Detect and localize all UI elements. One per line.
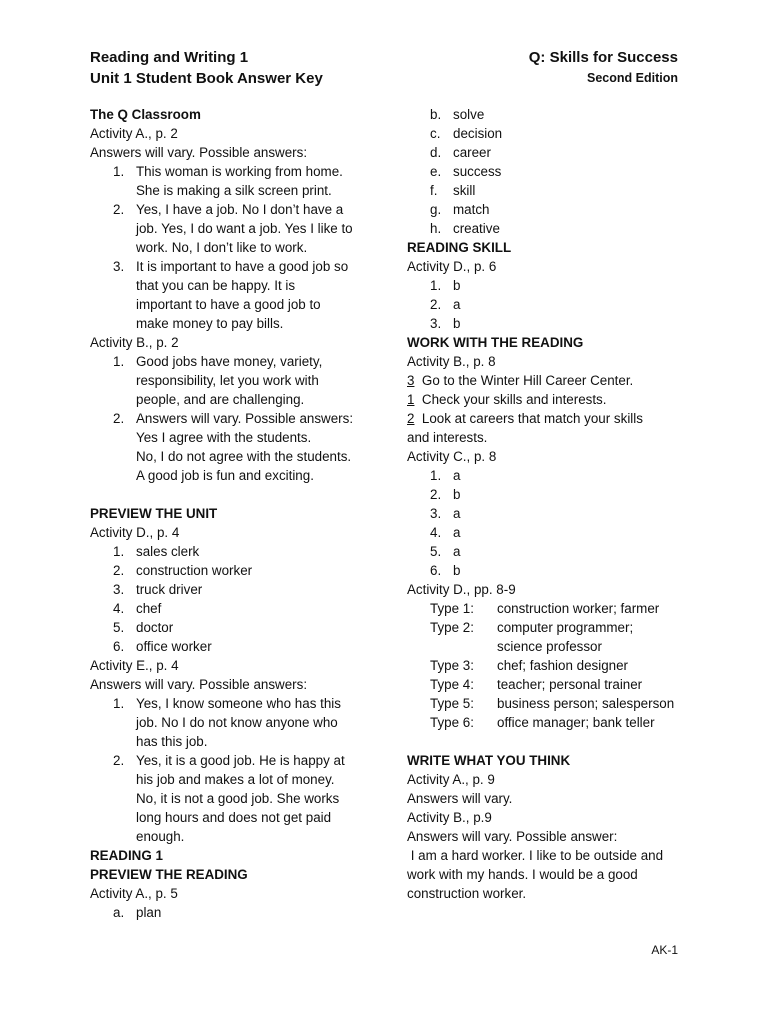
answer-item: f. skill [430,183,476,198]
answer-item: 6. office worker [113,639,212,654]
answer-item: 5. a [430,544,461,559]
answer-line: Yes I agree with the students. [136,430,312,445]
activity-label: Activity B., p. 8 [407,354,496,369]
activity-label: Activity D., p. 4 [90,525,180,540]
answer-item: 4. chef [113,601,162,616]
answer-item: 1. b [430,278,461,293]
section-heading: READING SKILL [407,240,512,255]
type-item: Type 5: business person; salesperson [430,696,675,711]
answer-line: job. No I do not know anyone who [136,715,338,730]
answer-line: make money to pay bills. [136,316,284,331]
activity-label: Activity E., p. 4 [90,658,179,673]
answer-item: b. solve [430,107,485,122]
type-item: Type 3: chef; fashion designer [430,658,629,673]
answer-intro: Answers will vary. Possible answer: [407,829,618,844]
header-right [529,47,678,89]
answer-item: h. creative [430,221,500,236]
series-title: Q: Skills for Success [528,49,678,66]
answer-intro: Answers will vary. Possible answers: [90,677,308,692]
activity-label: Activity C., p. 8 [407,449,497,464]
answer-line: construction worker. [407,886,527,901]
activity-label: Activity B., p.9 [407,810,492,825]
answer-item: 6. b [430,563,461,578]
spacer [407,732,697,751]
answer-line: She is making a silk screen print. [136,183,332,198]
answer-item: 2. b [430,487,461,502]
answer-item: 4. a [430,525,461,540]
activity-label: Activity A., p. 5 [90,886,178,901]
answer-item: 3. It is important to have a good job so [113,259,349,274]
answer-item: 5. doctor [113,620,174,635]
answer-item: 2. construction worker [113,563,253,578]
answer-line: long hours and does not get paid [136,810,332,825]
answer-item: 2. a [430,297,461,312]
section-heading: WORK WITH THE READING [407,335,584,350]
sequence-item: 3 Go to the Winter Hill Career Center. [407,373,634,388]
answer-item: 3. truck driver [113,582,203,597]
answer-item: 1. This woman is working from home. [113,164,343,179]
answer-line: and interests. [407,430,488,445]
answer-line: Answers will vary. [407,791,513,806]
answer-line: his job and makes a lot of money. [136,772,335,787]
answer-item: 1. sales clerk [113,544,200,559]
answer-key-title: Unit 1 Student Book Answer Key [90,70,323,87]
activity-label: Activity A., p. 2 [90,126,178,141]
answer-item: 3. a [430,506,461,521]
answer-item: a. plan [113,905,162,920]
answer-item: 2. Yes, I have a job. No I don’t have a [113,202,344,217]
answer-item: e. success [430,164,502,179]
spacer [90,485,380,504]
answer-line: A good job is fun and exciting. [136,468,314,483]
answer-item: 3. b [430,316,461,331]
answer-line: science professor [497,639,602,654]
edition-label: Second Edition [587,71,678,85]
page-number: AK-1 [651,943,678,957]
section-heading: The Q Classroom [90,107,201,122]
answer-line: No, I do not agree with the students. [136,449,352,464]
answer-item: 1. Yes, I know someone who has this [113,696,341,711]
answer-line: has this job. [136,734,208,749]
book-title: Reading and Writing 1 [90,49,249,66]
answer-line: enough. [136,829,185,844]
answer-item: 1. a [430,468,461,483]
answer-item: 2. Answers will vary. Possible answers: [113,411,354,426]
section-heading: PREVIEW THE READING [90,867,248,882]
type-item: Type 4: teacher; personal trainer [430,677,643,692]
activity-label: Activity A., p. 9 [407,772,495,787]
activity-label: Activity B., p. 2 [90,335,179,350]
section-heading: PREVIEW THE UNIT [90,506,218,521]
answer-line: people, and are challenging. [136,392,305,407]
activity-label: Activity D., p. 6 [407,259,497,274]
right-column [407,105,697,903]
answer-item: c. decision [430,126,503,141]
activity-label: Activity D., pp. 8-9 [407,582,516,597]
type-item: Type 6: office manager; bank teller [430,715,655,730]
type-item: Type 1: construction worker; farmer [430,601,660,616]
answer-line: I am a hard worker. I like to be outside and [407,848,664,863]
section-heading: READING 1 [90,848,163,863]
answer-item: 1. Good jobs have money, variety, [113,354,323,369]
answer-item: g. match [430,202,490,217]
answer-item: 2. Yes, it is a good job. He is happy at [113,753,345,768]
sequence-item: 1 Check your skills and interests. [407,392,607,407]
answer-line: that you can be happy. It is [136,278,296,293]
sequence-item: 2 Look at careers that match your skills [407,411,643,426]
answer-line: job. Yes, I do want a job. Yes I like to [136,221,353,236]
answer-intro: Answers will vary. Possible answers: [90,145,308,160]
section-heading: WRITE WHAT YOU THINK [407,753,571,768]
answer-line: No, it is not a good job. She works [136,791,340,806]
answer-line: work. No, I don’t like to work. [136,240,308,255]
answer-line: responsibility, let you work with [136,373,319,388]
answer-line: important to have a good job to [136,297,321,312]
header-left [90,47,323,89]
answer-line: work with my hands. I would be a good [407,867,638,882]
type-item: Type 2: computer programmer; [430,620,634,635]
answer-item: d. career [430,145,491,160]
left-column [90,105,380,922]
